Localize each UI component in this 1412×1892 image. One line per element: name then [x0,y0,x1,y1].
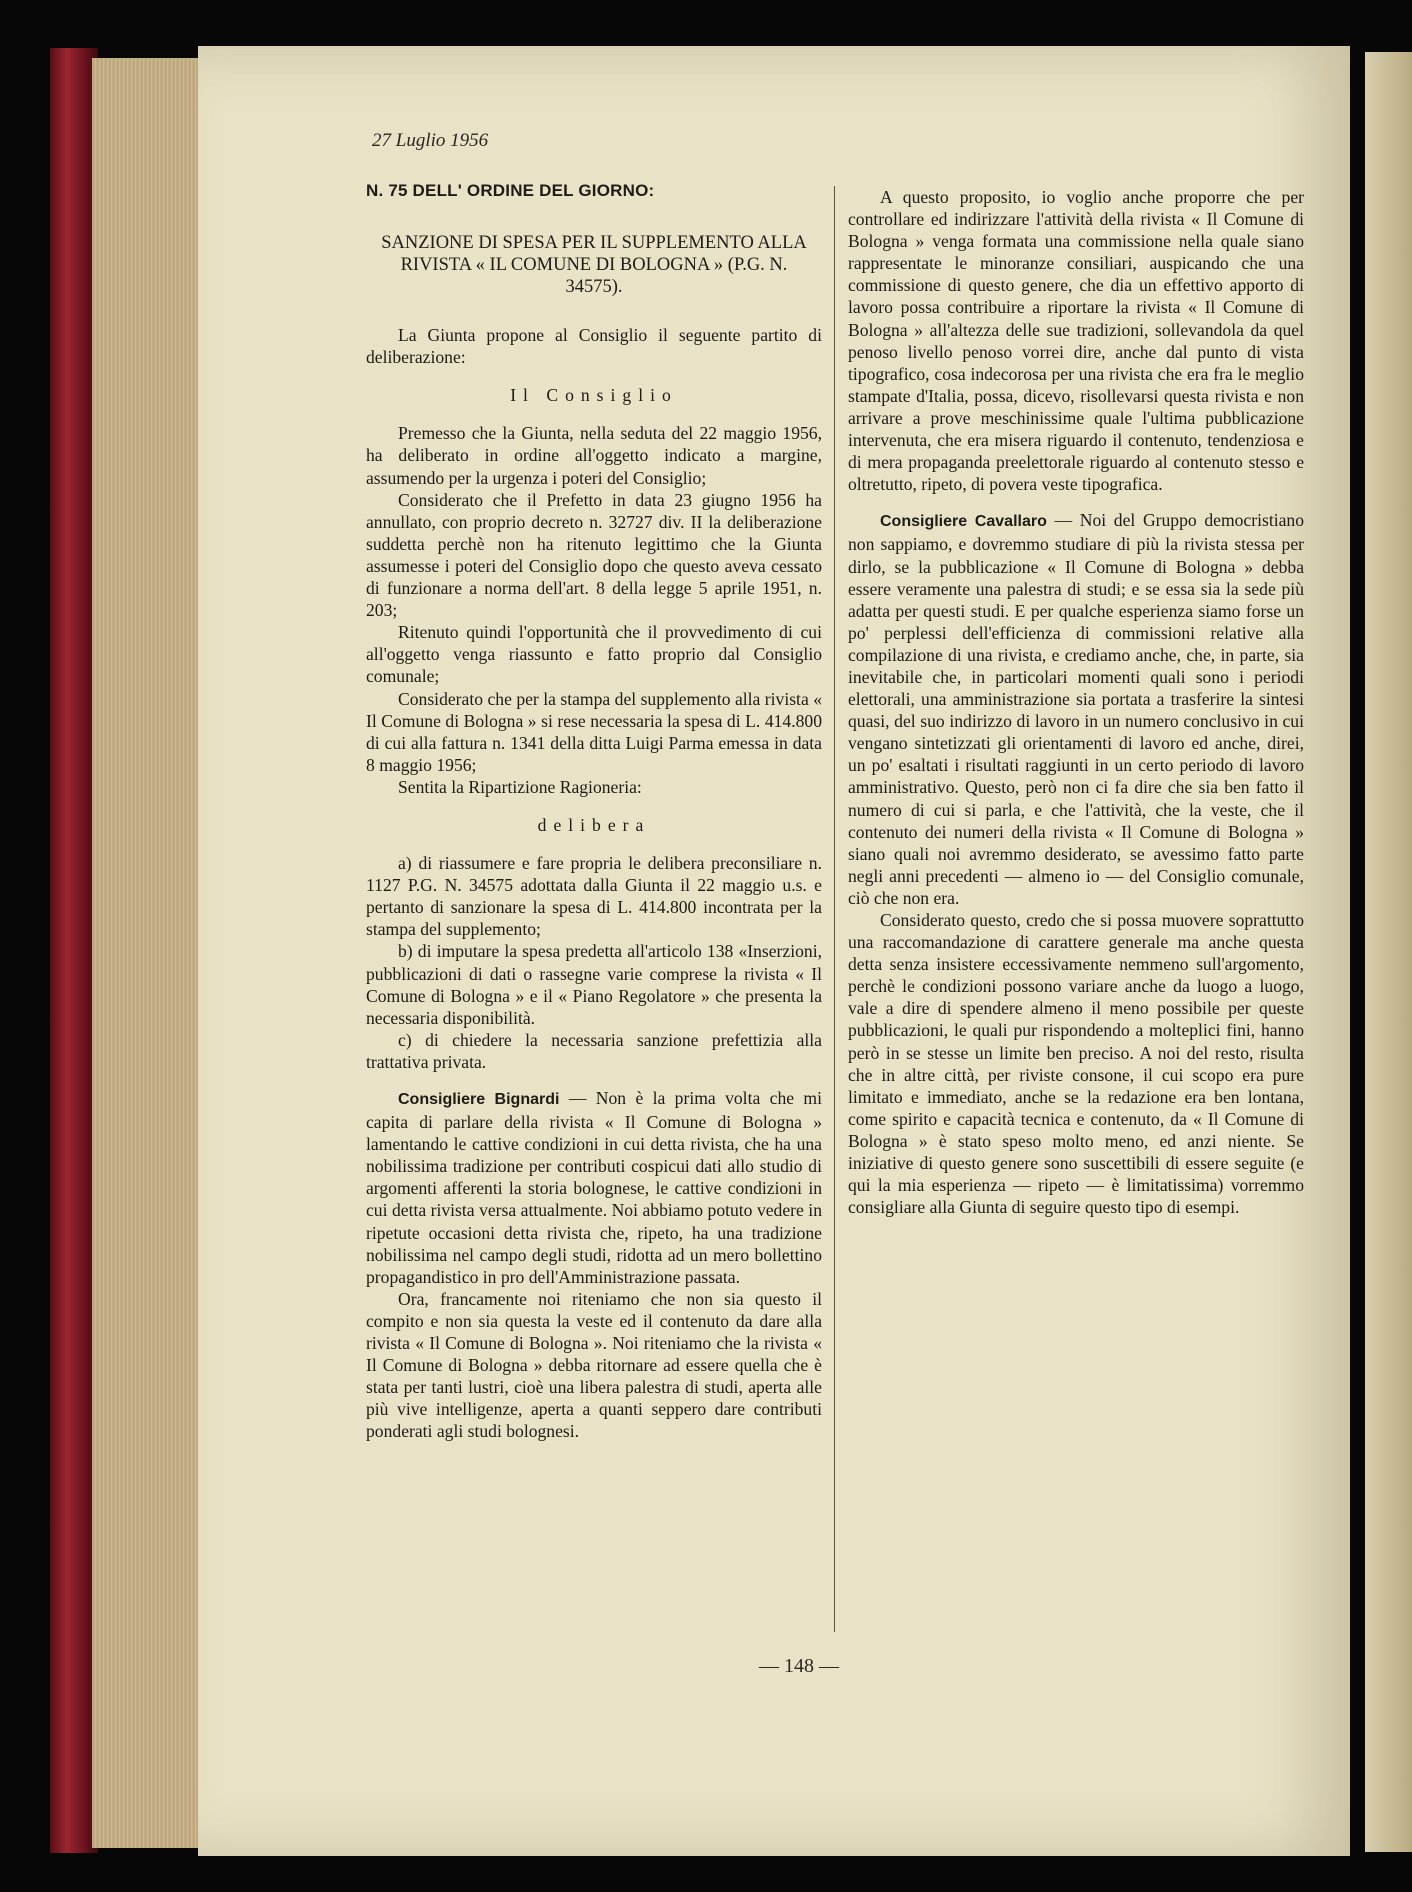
page-number-area [198,0,1350,1892]
resolution-c: c) di chiedere la necessaria sanzione prefettizia alla trattativa privata. [366,1029,822,1072]
intro-paragraph: La Giunta propone al Consiglio il seguente partito di deliberazione: [366,325,822,368]
delibera-label: delibera [537,814,651,835]
bignardi-paragraph-2: Ora, francamente noi riteniamo che non sia questo il compito e non sia questa la veste ed il contenuto da dare alla rivista « Il Comune di Bologna ». Noi riteniamo che la rivista « Il Comune di Bologna » debba ritornare ad essere quella che è stata per tanti lustri, cioè una libera palestra di studi, aperta alle più vive intelligenze, aperta a quanti seppero dare contributi ponderati agli studi bolognesi. [366,1288,822,1442]
premise-5: Sentita la Ripartizione Ragioneria: [398,776,642,797]
resolution-a: a) di riassumere e fare propria le delibera preconsiliare n. 1127 P.G. N. 34575 adottata dalla Giunta il 22 maggio u.s. e pertanto di sanzionare la spesa di L. 414.800 incontrata per la stampa del supplemento; [366,853,822,940]
cavallaro-paragraph-2: Considerato questo, credo che si possa muovere soprattutto una raccomandazione di carattere generale ma anche questa detta senza insistere eccessivamente nemmeno sull'argomento, perchè le condizioni possono variare anche da luogo a luogo, vale a dire di spendere almeno il meno possibile per queste pubblicazioni, le quali pur rispondendo a molteplici fini, hanno però in se stesse un limite ben preciso. A noi del resto, risulta che in altre città, per riviste consone, il cui scopo era pure limitato e immediato, anche se la redazione era ben lontana, come spirito e capacità tecnica e contenuto, da « Il Comune di Bologna » è stato speso molto meno, ed anzi niente. Se iniziative di questo genere sono suscettibili di essere seguite (e qui la mia esperienza — ripeto — è limitatissima) vorremmo consigliare alla Giunta di seguire questo tipo di esempi. [848,910,1304,1218]
book-binding [50,48,98,1853]
agenda-item-subject: SANZIONE DI SPESA PER IL SUPPLEMENTO ALLA RIVISTA « IL COMUNE DI BOLOGNA » (P.G. N. 34575). [381,233,807,298]
resolution-b: b) di imputare la spesa predetta all'articolo 138 «Inserzioni, pubblicazioni di dati o rassegne varie comprese la rivista « Il Comune di Bologna » e il « Piano Regolatore » che presenta la necessaria disponibilità. [366,941,822,1028]
cavallaro-text-1: — Noi del Gruppo democristiano non sappiamo, e dovremmo studiare di più la rivista stessa per dirlo, se la pubblicazione « Il Comune di Bologna » debba essere veramente una palestra di studi; e se essa sia la sede più adatta per questi studi. E per qualche esperienza siamo forse un po' perplessi dell'efficienza di commissioni relative alla compilazione di una rivista, e crediamo anche, che, in parte, sia inevitabile che, in particolari momenti quali sono i periodi elettorali, una amministrazione sia portata a trasferire la sintesi quasi, del suo indirizzo di lavoro in un numero conclusivo in cui vengano sintetizzati gli orientamenti di lavoro ed anche, direi, un po' esaltati i risultati raggiunti in un certo periodo di lavoro amministrativo. Questo, però non ci fa dire che sia ben fatto il numero di cui si parla, e che l'attività, che la veste, che il contenuto dei numeri della rivista « Il Comune di Bologna » siano quali noi avremmo desiderato, se avessimo fatto parte negli anni precedenti — almeno io — del Consiglio comunale, ciò che non era. [848,510,1305,908]
council-label: Il Consiglio [510,385,678,406]
agenda-item-heading: N. 75 DELL' ORDINE DEL GIORNO: [366,181,655,200]
facing-page-edge [1365,52,1412,1852]
page-edges [92,58,204,1848]
page-number: — 148 — [759,1655,839,1677]
bignardi-text-1: — Non è la prima volta che mi capita di parlare della rivista « Il Comune di Bologna » lamentando le cattive condizioni in cui detta rivista, che ha una nobilissima tradizione per contributi cospicui dati allo studio di argomenti afferenti la storia bolognese, le cattive condizioni in cui detta rivista versa attualmente. Noi abbiamo potuto vedere in ripetute occasioni detta rivista che, ripeto, ha una tradizione nobilissima nel campo degli studi, ridotta ad un mero bollettino propagandistico in pro dell'Amministrazione passata. [366,1088,822,1287]
premise-4: Considerato che per la stampa del supplemento alla rivista « Il Comune di Bologna » si rese necessaria la spesa di L. 414.800 di cui alla fattura n. 1341 della ditta Luigi Parma emessa in data 8 maggio 1956; [366,688,822,775]
premise-3: Ritenuto quindi l'opportunità che il provvedimento di cui all'oggetto venga riassunto e fatto proprio dal Consiglio comunale; [366,622,822,687]
running-head-date: 27 Luglio 1956 [372,130,489,151]
speaker-cavallaro: Consigliere Cavallaro [880,513,1047,531]
premise-1: Premesso che la Giunta, nella seduta del 22 maggio 1956, ha deliberato in ordine all'oggetto indicato a margine, assumendo per la urgenza i poteri del Consiglio; [366,423,822,488]
bignardi-paragraph-3: A questo proposito, io voglio anche proporre che per controllare ed indirizzare l'attività della rivista « Il Comune di Bologna » venga formata una commissione nella quale siano rappresentate le minoranze consiliari, auspicando che una commissione di questo genere, che dia un effettivo apporto di lavoro possa contribuire a riportare la rivista « Il Comune di Bologna » all'altezza delle sue tradizioni, sollevandola da quel penoso livello penoso vorrei dire, anche dal punto di vista tipografico, cosa indecorosa per una rivista che era fra le meglio stampate d'Italia, possa, dicevo, risollevarsi questa rivista e non arrivare a prove meschinissime quale l'ultima pubblicazione intervenuta, che era misera riguardo il contenuto, tendenziosa e di mera propaganda preelettorale riguardo al contenuto stesso e oltretutto, ripeto, di povera veste tipografica. [848,187,1304,495]
premise-2: Considerato che il Prefetto in data 23 giugno 1956 ha annullato, con proprio decreto n. 32727 div. II la deliberazione suddetta perchè non ha ritenuto legittimo che la Giunta assumesse i poteri del Consiglio dopo che questo aveva cessato di funzionare a norma dell'art. 8 della legge 5 aprile 1951, n. 203; [366,489,822,621]
speaker-bignardi: Consigliere Bignardi [398,1091,560,1108]
